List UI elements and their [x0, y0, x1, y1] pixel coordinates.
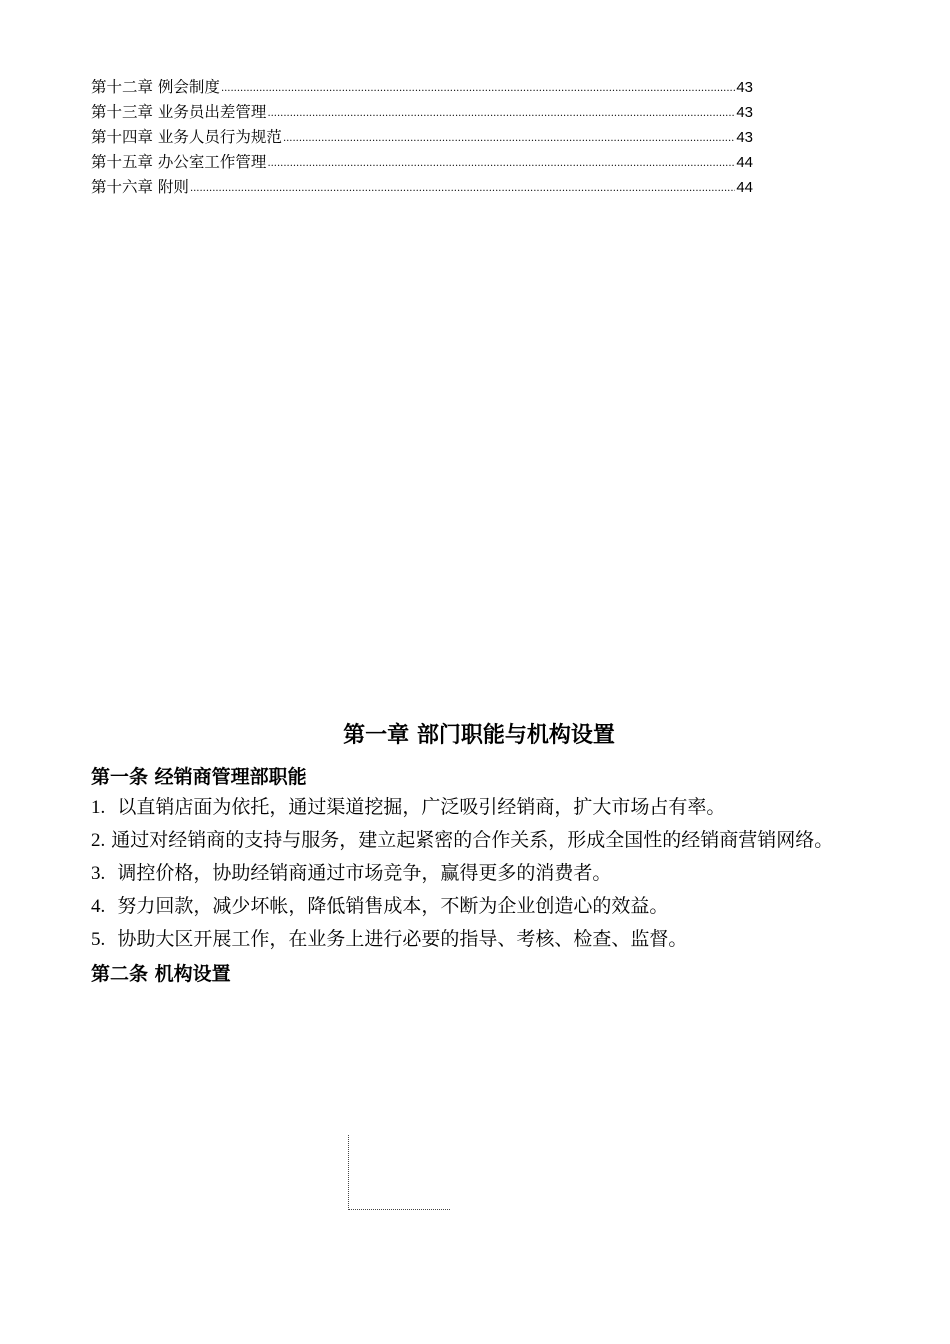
section-heading: 第一条 经销商管理部职能 [91, 766, 307, 788]
item-text: 调控价格，协助经销商通过市场竞争，赢得更多的消费者。 [117, 862, 612, 884]
chapter-title: 第一章 部门职能与机构设置 [343, 722, 615, 748]
list-item [91, 893, 863, 920]
item-text: 努力回款，减少坏帐，降低销售成本，不断为企业创造心的效益。 [117, 895, 669, 917]
list-item [91, 860, 863, 887]
section-heading: 第二条 机构设置 [91, 963, 231, 985]
item-number: 4. [91, 896, 106, 917]
item-number: 1. [91, 797, 106, 818]
item-text: 通过对经销商的支持与服务，建立起紧密的合作关系，形成全国性的经销商营销网络。 [111, 829, 834, 851]
toc-entry-title: 第十二章 例会制度 [91, 78, 220, 96]
toc-entry-title: 第十六章 附则 [91, 178, 189, 196]
toc-entry[interactable] [91, 75, 753, 100]
chapter-body [91, 762, 863, 991]
toc-entry-page: 44 [736, 154, 753, 171]
toc-entry[interactable] [91, 100, 753, 125]
list-item [91, 794, 863, 821]
toc-entry[interactable] [91, 175, 753, 200]
toc-dot-leader [267, 159, 735, 169]
list-item [91, 926, 863, 953]
table-of-contents [91, 75, 753, 200]
item-number: 5. [91, 929, 106, 950]
toc-entry-title: 第十三章 业务员出差管理 [91, 103, 267, 121]
item-number: 3. [91, 863, 106, 884]
item-text: 以直销店面为依托，通过渠道挖掘，广泛吸引经销商，扩大市场占有率。 [117, 796, 726, 818]
toc-dot-leader [267, 109, 735, 119]
toc-dot-leader [221, 84, 735, 94]
toc-entry-page: 43 [736, 104, 753, 121]
toc-entry[interactable] [91, 150, 753, 175]
toc-entry-page: 43 [736, 129, 753, 146]
toc-entry[interactable] [91, 125, 753, 150]
item-number: 2. [91, 830, 106, 851]
toc-dot-leader [190, 184, 735, 194]
toc-entry-page: 43 [736, 79, 753, 96]
toc-entry-title: 第十四章 业务人员行为规范 [91, 128, 282, 146]
toc-dot-leader [283, 134, 735, 144]
toc-entry-title: 第十五章 办公室工作管理 [91, 153, 267, 171]
item-text: 协助大区开展工作，在业务上进行必要的指导、考核、检查、监督。 [117, 928, 688, 950]
list-item [91, 827, 863, 854]
org-chart-connector [348, 1135, 450, 1210]
toc-entry-page: 44 [736, 179, 753, 196]
